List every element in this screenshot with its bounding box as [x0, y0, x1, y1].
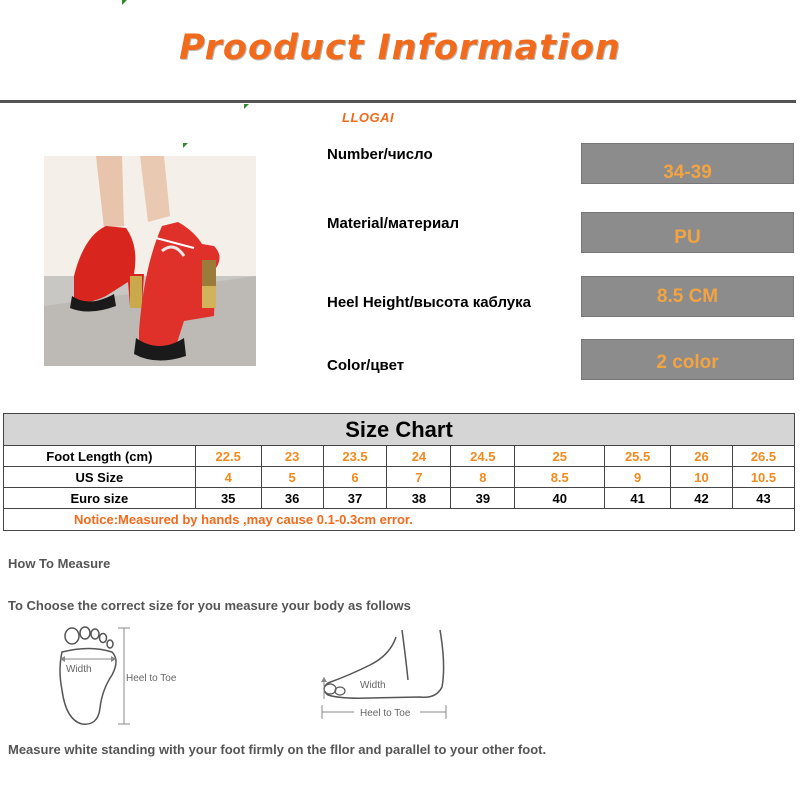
decorative-fleck [122, 0, 127, 5]
measure-subheading: To Choose the correct size for you measure your body as follows [8, 598, 411, 613]
table-cell: 41 [605, 488, 671, 509]
foot-sole-diagram [40, 620, 200, 730]
heel-to-toe-label: Heel to Toe [126, 673, 177, 684]
width-label: Width [66, 664, 92, 675]
table-cell: 24 [387, 446, 451, 467]
table-cell: 26 [671, 446, 733, 467]
table-row [4, 488, 795, 509]
table-cell: 24.5 [451, 446, 515, 467]
table-cell: 43 [732, 488, 794, 509]
brand-name: LLOGAI [342, 110, 395, 125]
foot-side-diagram [310, 625, 460, 725]
table-cell: 39 [451, 488, 515, 509]
measure-instruction: Measure white standing with your foot firmly on the fllor and parallel to your other foot. [8, 742, 547, 757]
decorative-fleck [244, 104, 249, 109]
measure-heading: How To Measure [8, 556, 111, 571]
table-cell: 26.5 [732, 446, 794, 467]
table-cell: 40 [515, 488, 605, 509]
table-cell: 4 [195, 467, 261, 488]
page-title: Prooduct Information [179, 28, 621, 68]
heel-to-toe-label-side: Heel to Toe [360, 708, 411, 719]
spec-value-material: PU [581, 212, 794, 253]
spec-value-color: 2 color [581, 339, 794, 380]
table-cell: 23 [261, 446, 323, 467]
table-cell: 36 [261, 488, 323, 509]
table-cell: 42 [671, 488, 733, 509]
table-cell: 8 [451, 467, 515, 488]
table-cell: 35 [195, 488, 261, 509]
table-cell: 25.5 [605, 446, 671, 467]
table-cell: 5 [261, 467, 323, 488]
width-label-side: Width [360, 680, 386, 691]
table-cell: 10.5 [732, 467, 794, 488]
table-cell: 7 [387, 467, 451, 488]
title-divider [0, 100, 796, 103]
row-label-euro-size: Euro size [4, 488, 196, 509]
spec-label-number: Number/число [327, 146, 433, 163]
table-cell: 8.5 [515, 467, 605, 488]
row-label-foot-length: Foot Length (cm) [4, 446, 196, 467]
product-photo [44, 156, 256, 366]
decorative-fleck [183, 143, 188, 148]
table-cell: 22.5 [195, 446, 261, 467]
size-chart-notice: Notice:Measured by hands ,may cause 0.1-0.3cm error. [4, 509, 795, 531]
table-cell: 10 [671, 467, 733, 488]
spec-label-color: Color/цвет [327, 357, 405, 374]
table-cell: 6 [323, 467, 387, 488]
size-chart-title: Size Chart [4, 414, 795, 446]
table-cell: 9 [605, 467, 671, 488]
table-row [4, 446, 795, 467]
spec-value-number: 34-39 [581, 143, 794, 184]
table-cell: 25 [515, 446, 605, 467]
spec-label-heel-height: Heel Height/высота каблука [327, 294, 531, 311]
table-cell: 38 [387, 488, 451, 509]
table-row [4, 467, 795, 488]
spec-label-material: Material/материал [327, 215, 460, 232]
shoe-image [44, 156, 256, 366]
spec-value-heel-height: 8.5 CM [581, 276, 794, 317]
table-cell: 23.5 [323, 446, 387, 467]
size-chart-table [3, 413, 795, 531]
table-cell: 37 [323, 488, 387, 509]
row-label-us-size: US Size [4, 467, 196, 488]
